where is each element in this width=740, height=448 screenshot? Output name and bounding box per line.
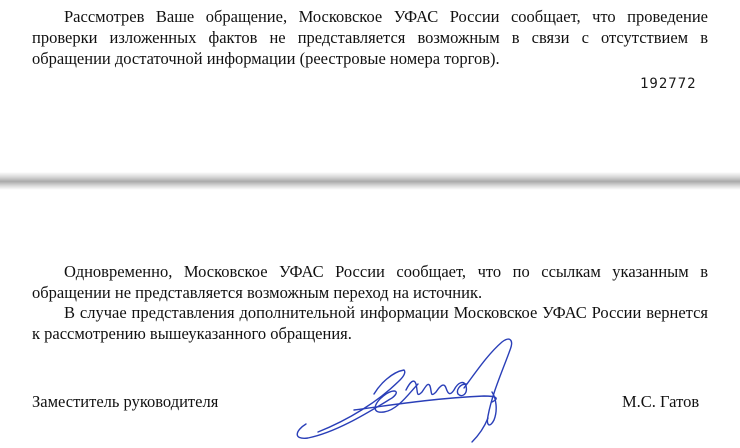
- letter-page-top: [0, 0, 740, 172]
- document-number: 192772: [640, 76, 697, 92]
- paragraph-links-unavailable: [32, 261, 708, 303]
- page-break-separator: [0, 172, 740, 190]
- signatory-position: Заместитель руководителя: [32, 392, 219, 411]
- paragraph-review-result-text: Рассмотрев Ваше обращение, Московское УФАС России сообщает, что проведение проверки изложенных фактов не представляется возможным в связи с отсутствием в обращении достаточной информации (реестровые номера торгов).: [32, 7, 708, 68]
- handwritten-signature: [288, 332, 538, 448]
- signatory-name: М.С. Гатов: [622, 392, 700, 411]
- paragraph-links-unavailable-text: Одновременно, Московское УФАС России сообщает, что по ссылкам указанным в обращении не представляется возможным переход на источник.: [32, 262, 708, 302]
- paragraph-review-result: [32, 6, 708, 69]
- paragraph-additional-info-text: В случае представления дополнительной информации Московское УФАС России вернется к рассмотрению вышеуказанного обращения.: [32, 303, 708, 343]
